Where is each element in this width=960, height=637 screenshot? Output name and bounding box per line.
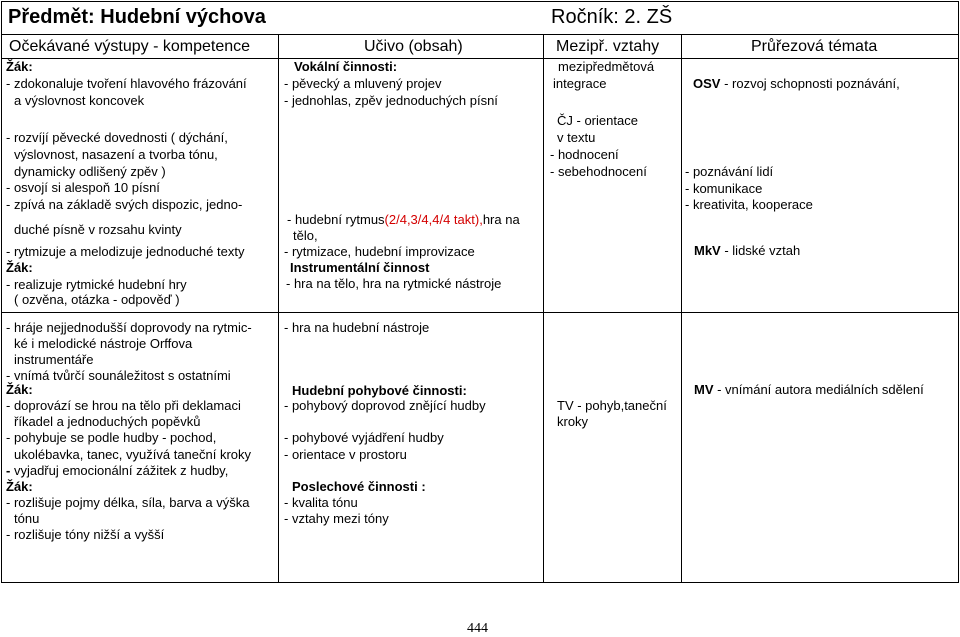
output-item: - hráje nejjednodušší doprovody na rytmic- bbox=[6, 320, 252, 335]
relation-item: kroky bbox=[557, 414, 589, 429]
output-item: - vnímá tvůrčí sounáležitost s ostatními bbox=[6, 368, 231, 383]
output-item: - rozvíjí pěvecké dovednosti ( dýchání, bbox=[6, 130, 228, 145]
page-number: 444 bbox=[467, 621, 488, 636]
output-item: říkadel a jednoduchých popěvků bbox=[14, 414, 201, 429]
column-header-curriculum: Učivo (obsah) bbox=[364, 38, 463, 55]
curriculum-heading: Instrumentální činnost bbox=[290, 260, 430, 275]
curriculum-item: - pohybové vyjádření hudby bbox=[284, 430, 444, 445]
output-item: výslovnost, nasazení a tvorba tónu, bbox=[14, 147, 218, 162]
pupil-label: Žák: bbox=[6, 479, 33, 494]
curriculum-item: - kvalita tónu bbox=[284, 495, 358, 510]
output-item: - rytmizuje a melodizuje jednoduché texty bbox=[6, 244, 245, 259]
output-item: - zpívá na základě svých dispozic, jedno- bbox=[6, 197, 243, 212]
output-item: tónu bbox=[14, 511, 40, 526]
curriculum-item: - orientace v prostoru bbox=[284, 447, 407, 462]
output-item: - rozlišuje pojmy délka, síla, barva a výška bbox=[6, 495, 250, 510]
output-item: - pohybuje se podle hudby - pochod, bbox=[6, 430, 217, 445]
output-item: - vyjadřuj emocionální zážitek z hudby, bbox=[6, 463, 229, 478]
relation-item: - hodnocení bbox=[550, 147, 619, 162]
curriculum-item: - hra na hudební nástroje bbox=[284, 320, 430, 335]
grade-label: Ročník: 2. ZŠ bbox=[551, 6, 673, 28]
relation-item: TV - pohyb,taneční bbox=[557, 398, 667, 413]
time-signature-text: (2/4,3/4,4/4 takt), bbox=[384, 212, 483, 227]
theme-item: MkV - lidské vztah bbox=[694, 243, 801, 258]
relation-item: integrace bbox=[553, 76, 607, 91]
curriculum-item: - pěvecký a mluvený projev bbox=[284, 76, 442, 91]
theme-item: - komunikace bbox=[685, 181, 763, 196]
relation-item: - sebehodnocení bbox=[550, 164, 647, 179]
subject-title: Předmět: Hudební výchova bbox=[8, 6, 266, 28]
output-item: ukolébavka, tanec, využívá taneční kroky bbox=[14, 447, 252, 462]
section-divider bbox=[1, 312, 959, 313]
column-header-relations: Mezipř. vztahy bbox=[556, 38, 660, 55]
column-header-outputs: Očekávané výstupy - kompetence bbox=[9, 38, 251, 55]
column-divider-1 bbox=[278, 34, 279, 582]
output-item: ké i melodické nástroje Orffova bbox=[14, 336, 193, 351]
column-header-themes: Průřezová témata bbox=[751, 38, 878, 55]
relation-item: mezipředmětová bbox=[558, 59, 655, 74]
relation-item: ČJ - orientace bbox=[557, 113, 638, 128]
output-item: - osvojí si alespoň 10 písní bbox=[6, 180, 160, 195]
curriculum-item: - jednohlas, zpěv jednoduchých písní bbox=[284, 93, 498, 108]
output-item: - zdokonaluje tvoření hlavového frázování bbox=[6, 76, 247, 91]
theme-item: - kreativita, kooperace bbox=[685, 197, 813, 212]
column-header-divider bbox=[1, 58, 959, 59]
output-item: - rozlišuje tóny nižší a vyšší bbox=[6, 527, 165, 542]
output-item: ( ozvěna, otázka - odpověď ) bbox=[14, 292, 180, 307]
pupil-label: Žák: bbox=[6, 59, 33, 74]
pupil-label: Žák: bbox=[6, 260, 33, 275]
output-item: dynamicky odlišený zpěv ) bbox=[14, 164, 166, 179]
curriculum-heading: Hudební pohybové činnosti: bbox=[292, 383, 467, 398]
curriculum-item: - pohybový doprovod znějící hudby bbox=[284, 398, 486, 413]
curriculum-item: - vztahy mezi tóny bbox=[284, 511, 389, 526]
column-divider-3 bbox=[681, 34, 682, 582]
column-divider-2 bbox=[543, 34, 544, 582]
curriculum-item: - rytmizace, hudební improvizace bbox=[284, 244, 475, 259]
output-item: duché písně v rozsahu kvinty bbox=[14, 222, 182, 237]
curriculum-item: - hra na tělo, hra na rytmické nástroje bbox=[286, 276, 502, 291]
output-item: - doprovází se hrou na tělo při deklamaci bbox=[6, 398, 241, 413]
curriculum-item: tělo, bbox=[293, 228, 318, 243]
curriculum-heading: Poslechové činnosti : bbox=[292, 479, 426, 494]
pupil-label: Žák: bbox=[6, 382, 33, 397]
theme-item: OSV - rozvoj schopnosti poznávání, bbox=[693, 76, 900, 91]
output-item: - realizuje rytmické hudební hry bbox=[6, 277, 187, 292]
output-item: a výslovnost koncovek bbox=[14, 93, 145, 108]
theme-item: MV - vnímání autora mediálních sdělení bbox=[694, 382, 924, 397]
output-item: instrumentáře bbox=[14, 352, 94, 367]
curriculum-item: - hudební rytmus(2/4,3/4,4/4 takt),hra na bbox=[287, 212, 520, 227]
theme-item: - poznávání lidí bbox=[685, 164, 774, 179]
relation-item: v textu bbox=[557, 130, 596, 145]
header-divider bbox=[1, 34, 959, 35]
curriculum-heading: Vokální činnosti: bbox=[294, 59, 398, 74]
